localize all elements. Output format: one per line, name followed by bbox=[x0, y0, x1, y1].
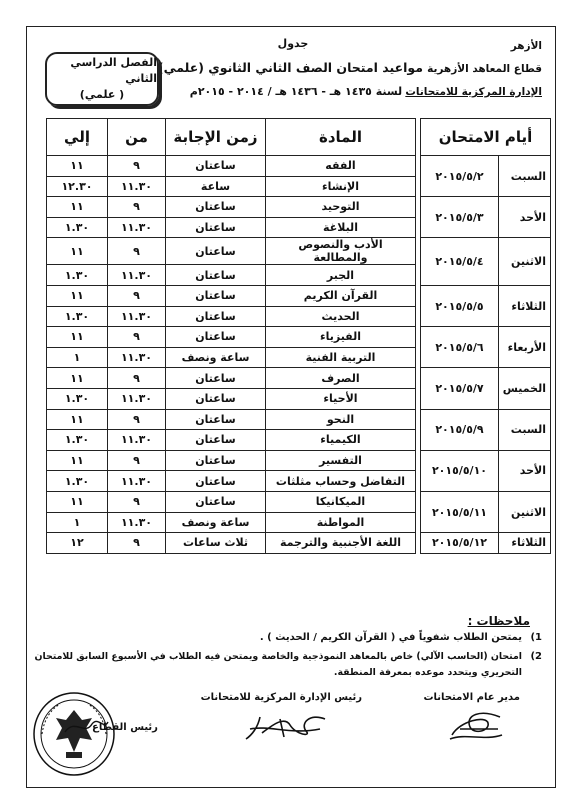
exam-start: ٩ bbox=[108, 450, 166, 471]
exam-subject: الميكانيكا bbox=[266, 491, 416, 512]
exam-subject: الفقه bbox=[266, 156, 416, 177]
exam-end: ١.٣٠ bbox=[47, 217, 108, 238]
exam-duration: ساعة bbox=[166, 176, 266, 197]
header-from: من bbox=[108, 119, 166, 156]
signature-sector-head: رئيس القطاع bbox=[92, 722, 158, 733]
exam-subject: التفاضل وحساب مثلثات bbox=[266, 471, 416, 492]
exam-subject: الجبر bbox=[266, 265, 416, 286]
exam-end: ١٢ bbox=[47, 533, 108, 554]
exam-duration: ساعتان bbox=[166, 156, 266, 177]
exam-subject: الأحياء bbox=[266, 388, 416, 409]
exam-start: ١١.٣٠ bbox=[108, 217, 166, 238]
exam-date: ٢٠١٥/٥/٥ bbox=[421, 285, 499, 326]
exam-date: ٢٠١٥/٥/٢ bbox=[421, 156, 499, 197]
exam-start: ٩ bbox=[108, 533, 166, 554]
exam-date: ٢٠١٥/٥/١١ bbox=[421, 491, 499, 532]
exam-start: ١١.٣٠ bbox=[108, 512, 166, 533]
exam-end: ١.٣٠ bbox=[47, 306, 108, 327]
exam-duration: ساعتان bbox=[166, 430, 266, 451]
title-table: جدول bbox=[277, 37, 309, 50]
exam-end: ١ bbox=[47, 512, 108, 533]
exam-start: ١١.٣٠ bbox=[108, 471, 166, 492]
title-year: لسنة ١٤٣٥ هـ - ١٤٣٦ هـ / ٢٠١٤ - ٢٠١٥م bbox=[189, 85, 403, 98]
exam-day: الخميس bbox=[499, 368, 551, 409]
exam-duration: ساعتان bbox=[166, 285, 266, 306]
exam-start: ٩ bbox=[108, 238, 166, 265]
exam-end: ١٢.٣٠ bbox=[47, 176, 108, 197]
exam-date: ٢٠١٥/٥/٧ bbox=[421, 368, 499, 409]
exam-end: ١١ bbox=[47, 285, 108, 306]
exam-date: ٢٠١٥/٥/١٢ bbox=[421, 533, 499, 554]
exam-date: ٢٠١٥/٥/٤ bbox=[421, 238, 499, 286]
exam-start: ١١.٣٠ bbox=[108, 388, 166, 409]
exam-day: السبت bbox=[499, 409, 551, 450]
term-box bbox=[45, 52, 159, 106]
table-row bbox=[47, 409, 551, 430]
note-2-text-cont: التحريري ويتحدد موعده بمعرفة المنطقة. bbox=[333, 667, 522, 678]
exam-day: الأحد bbox=[499, 197, 551, 238]
note-1-text: يمتحن الطلاب شفوياً في ( القرآن الكريم / الحديث ) . bbox=[259, 632, 522, 643]
note-2-num: 2) bbox=[530, 651, 542, 662]
exam-subject: التربية الفنية bbox=[266, 347, 416, 368]
exam-subject: البلاغة bbox=[266, 217, 416, 238]
table-row bbox=[47, 450, 551, 471]
exam-end: ١١ bbox=[47, 409, 108, 430]
exam-subject: الكيمياء bbox=[266, 430, 416, 451]
exam-start: ١١.٣٠ bbox=[108, 265, 166, 286]
exam-start: ٩ bbox=[108, 368, 166, 389]
exam-end: ١ bbox=[47, 347, 108, 368]
exam-day: السبت bbox=[499, 156, 551, 197]
exam-subject: اللغة الأجنبية والترجمة bbox=[266, 533, 416, 554]
exam-start: ١١.٣٠ bbox=[108, 347, 166, 368]
table-row bbox=[47, 327, 551, 348]
exam-date: ٢٠١٥/٥/٦ bbox=[421, 327, 499, 368]
exam-start: ٩ bbox=[108, 156, 166, 177]
exam-duration: ساعتان bbox=[166, 368, 266, 389]
exam-subject: القرآن الكريم bbox=[266, 285, 416, 306]
exam-start: ١١.٣٠ bbox=[108, 306, 166, 327]
exam-duration: ساعتان bbox=[166, 238, 266, 265]
org-line-azhar: الأزهر bbox=[510, 40, 542, 52]
exam-end: ١.٣٠ bbox=[47, 388, 108, 409]
table-row bbox=[47, 368, 551, 389]
exam-subject: التفسير bbox=[266, 450, 416, 471]
title-schedule: مواعيد امتحان الصف الثاني الثانوي (علمي) bbox=[157, 60, 423, 75]
org-line-sector: قطاع المعاهد الأزهرية bbox=[427, 63, 542, 75]
signature-scribble-sector bbox=[60, 712, 110, 740]
table-row bbox=[47, 533, 551, 554]
note-2-text: امتحان (الحاسب الآلي) خاص بالمعاهد النموذجية والخاصة ويمتحن فيه الطلاب في الأسبوع السابق للامتحان bbox=[34, 651, 522, 662]
header-subject: المادة bbox=[266, 119, 416, 156]
exam-date: ٢٠١٥/٥/٣ bbox=[421, 197, 499, 238]
table-row bbox=[47, 285, 551, 306]
exam-start: ٩ bbox=[108, 285, 166, 306]
exam-duration: ساعتان bbox=[166, 450, 266, 471]
signature-central-admin: رئيس الإدارة المركزية للامتحانات bbox=[200, 692, 362, 703]
exam-duration: ساعتان bbox=[166, 327, 266, 348]
exam-day: الثلاثاء bbox=[499, 285, 551, 326]
signature-scribble-director bbox=[440, 705, 510, 745]
term-label: الفصل الدراسي الثاني bbox=[70, 56, 157, 85]
exam-subject: الحديث bbox=[266, 306, 416, 327]
exam-start: ١١.٣٠ bbox=[108, 430, 166, 451]
header-days: أيام الامتحان bbox=[421, 119, 551, 156]
exam-duration: ساعة ونصف bbox=[166, 347, 266, 368]
exam-end: ١.٣٠ bbox=[47, 430, 108, 451]
exam-start: ١١.٣٠ bbox=[108, 176, 166, 197]
table-header-row bbox=[47, 119, 551, 156]
exam-start: ٩ bbox=[108, 491, 166, 512]
exam-duration: ساعتان bbox=[166, 306, 266, 327]
exam-end: ١١ bbox=[47, 491, 108, 512]
exam-start: ٩ bbox=[108, 327, 166, 348]
exam-subject: الفيزياء bbox=[266, 327, 416, 348]
exam-schedule-table bbox=[46, 118, 551, 554]
exam-duration: ساعتان bbox=[166, 388, 266, 409]
exam-duration: ساعتان bbox=[166, 471, 266, 492]
exam-end: ١١ bbox=[47, 238, 108, 265]
header-to: إلي bbox=[47, 119, 108, 156]
exam-duration: ساعتان bbox=[166, 265, 266, 286]
exam-end: ١١ bbox=[47, 368, 108, 389]
exam-end: ١١ bbox=[47, 450, 108, 471]
exam-duration: ثلاث ساعات bbox=[166, 533, 266, 554]
exam-duration: ساعتان bbox=[166, 491, 266, 512]
note-1-num: 1) bbox=[530, 632, 542, 643]
notes-title: ملاحظات : bbox=[467, 614, 530, 628]
exam-subject: الأدب والنصوص والمطالعة bbox=[266, 238, 416, 265]
exam-day: الاثنين bbox=[499, 238, 551, 286]
exam-subject: الصرف bbox=[266, 368, 416, 389]
exam-day: الأربعاء bbox=[499, 327, 551, 368]
table-row bbox=[47, 156, 551, 177]
exam-end: ١.٣٠ bbox=[47, 265, 108, 286]
exam-day: الاثنين bbox=[499, 491, 551, 532]
exam-end: ١١ bbox=[47, 327, 108, 348]
exam-date: ٢٠١٥/٥/١٠ bbox=[421, 450, 499, 491]
term-track: ( علمي) bbox=[79, 88, 125, 101]
table-row bbox=[47, 238, 551, 265]
exam-subject: المواطنة bbox=[266, 512, 416, 533]
exam-day: الأحد bbox=[499, 450, 551, 491]
exam-subject: التوحيد bbox=[266, 197, 416, 218]
signature-exams-director: مدير عام الامتحانات bbox=[423, 692, 520, 703]
exam-start: ٩ bbox=[108, 197, 166, 218]
signature-scribble-admin bbox=[240, 705, 330, 745]
table-row bbox=[47, 491, 551, 512]
exam-duration: ساعتان bbox=[166, 197, 266, 218]
exam-end: ١١ bbox=[47, 197, 108, 218]
exam-date: ٢٠١٥/٥/٩ bbox=[421, 409, 499, 450]
exam-duration: ساعتان bbox=[166, 217, 266, 238]
exam-start: ٩ bbox=[108, 409, 166, 430]
org-line-admin: الإدارة المركزية للامتحانات bbox=[405, 86, 542, 98]
header-duration: زمن الإجابة bbox=[166, 119, 266, 156]
exam-day: الثلاثاء bbox=[499, 533, 551, 554]
exam-end: ١.٣٠ bbox=[47, 471, 108, 492]
table-row bbox=[47, 197, 551, 218]
exam-end: ١١ bbox=[47, 156, 108, 177]
exam-duration: ساعتان bbox=[166, 409, 266, 430]
exam-duration: ساعة ونصف bbox=[166, 512, 266, 533]
exam-subject: الإنشاء bbox=[266, 176, 416, 197]
exam-subject: النحو bbox=[266, 409, 416, 430]
